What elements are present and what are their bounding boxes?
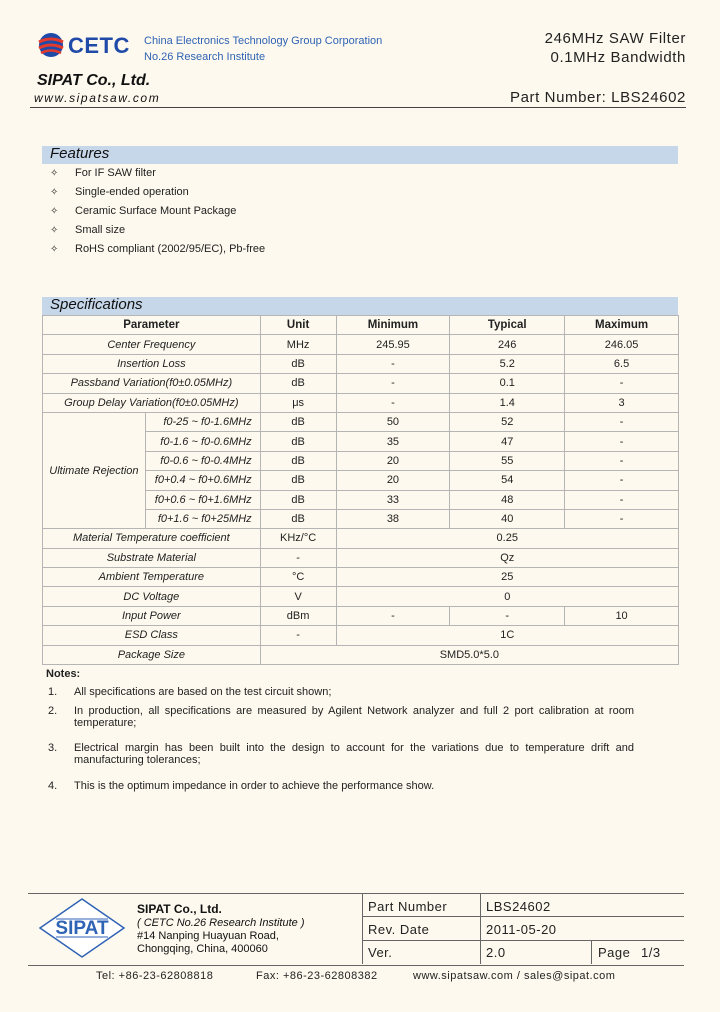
spec-table bbox=[42, 315, 679, 665]
footer-divider bbox=[591, 940, 592, 964]
table-row: f0+0.6 ~ f0+1.6MHz dB 33 48 - bbox=[43, 490, 679, 509]
footer-rev-label: Rev. Date bbox=[368, 922, 430, 937]
table-row: Ambient Temperature °C 25 bbox=[43, 568, 679, 587]
footer-divider bbox=[362, 916, 684, 917]
footer-ver-value: 2.0 bbox=[486, 945, 506, 960]
cetc-globe-logo bbox=[36, 30, 66, 60]
table-row: Passband Variation(f0±0.05MHz) dB - 0.1 - bbox=[43, 374, 679, 393]
feature-item: ✧ Single-ended operation bbox=[50, 186, 189, 198]
rejection-label: Ultimate Rejection bbox=[43, 412, 146, 528]
table-row: Group Delay Variation(f0±0.05MHz) μs - 1.4 3 bbox=[43, 393, 679, 412]
institute-name: No.26 Research Institute bbox=[144, 51, 266, 63]
table-row: Center Frequency MHz 245.95 246 246.05 bbox=[43, 335, 679, 354]
table-row: Insertion Loss dB - 5.2 6.5 bbox=[43, 354, 679, 373]
features-title: Features bbox=[50, 145, 110, 162]
sipat-diamond-logo bbox=[36, 897, 128, 959]
bullet-icon: ✧ bbox=[50, 225, 59, 236]
company-name: SIPAT Co., Ltd. bbox=[37, 72, 151, 89]
notes-title: Notes: bbox=[46, 668, 81, 680]
footer-part-label: Part Number bbox=[368, 899, 448, 914]
bullet-icon: ✧ bbox=[50, 244, 59, 255]
table-row: Substrate Material - Qz bbox=[43, 548, 679, 567]
header-part-number: Part Number: LBS24602 bbox=[509, 89, 686, 106]
corporation-name: China Electronics Technology Group Corporation bbox=[144, 35, 383, 47]
feature-item: ✧ Ceramic Surface Mount Package bbox=[50, 205, 237, 217]
specs-title: Specifications bbox=[50, 296, 143, 313]
feature-item: ✧ RoHS compliant (2002/95/EC), Pb-free bbox=[50, 243, 266, 255]
table-header-row: Parameter Unit Minimum Typical Maximum bbox=[43, 316, 679, 335]
footer-page-label: Page bbox=[598, 945, 631, 960]
footer-address-line2: Chongqing, China, 400060 bbox=[137, 943, 268, 955]
table-row: f0+1.6 ~ f0+25MHz dB 38 40 - bbox=[43, 509, 679, 528]
bullet-icon: ✧ bbox=[50, 187, 59, 198]
footer-tel: Tel: +86-23-62808818 bbox=[96, 970, 214, 982]
cetc-logo-text: CETC bbox=[68, 33, 130, 58]
table-row: Package Size SMD5.0*5.0 bbox=[43, 645, 679, 664]
product-bandwidth: 0.1MHz Bandwidth bbox=[550, 49, 686, 66]
note-item: 1. All specifications are based on the test circuit shown; bbox=[48, 686, 332, 698]
bullet-icon: ✧ bbox=[50, 206, 59, 217]
table-row: ESD Class - 1C bbox=[43, 626, 679, 645]
footer-web-email[interactable]: www.sipatsaw.com / sales@sipat.com bbox=[413, 970, 616, 982]
table-row: DC Voltage V 0 bbox=[43, 587, 679, 606]
feature-item: ✧ Small size bbox=[50, 224, 126, 236]
note-item: 4. This is the optimum impedance in order to achieve the performance show. bbox=[48, 780, 435, 792]
table-row: f0+0.4 ~ f0+0.6MHz dB 20 54 - bbox=[43, 471, 679, 490]
svg-text:SIPAT: SIPAT bbox=[55, 918, 109, 939]
footer-divider bbox=[362, 940, 684, 941]
footer-part-value: LBS24602 bbox=[486, 899, 551, 914]
table-row: Input Power dBm - - 10 bbox=[43, 606, 679, 625]
table-row: Ultimate Rejection f0-25 ~ f0-1.6MHz dB 50 52 - bbox=[43, 412, 679, 431]
footer-institute: ( CETC No.26 Research Institute ) bbox=[137, 917, 305, 929]
features-heading-bar bbox=[42, 146, 678, 164]
footer-divider bbox=[362, 893, 363, 964]
table-row: Material Temperature coefficient KHz/°C 0.25 bbox=[43, 529, 679, 548]
table-row: f0-0.6 ~ f0-0.4MHz dB 20 55 - bbox=[43, 451, 679, 470]
feature-item: ✧ For IF SAW filter bbox=[50, 167, 156, 179]
footer-fax: Fax: +86-23-62808382 bbox=[256, 970, 378, 982]
footer-company: SIPAT Co., Ltd. bbox=[137, 902, 222, 916]
header-divider bbox=[30, 107, 686, 108]
footer-divider bbox=[480, 893, 481, 964]
note-item: 3. Electrical margin has been built into the design to account for the variations due to temperature drift and manufacturing tolerances; bbox=[48, 742, 634, 766]
footer-page-value: 1/3 bbox=[641, 945, 661, 960]
footer-address-line1: #14 Nanping Huayuan Road, bbox=[137, 930, 279, 942]
footer-ver-label: Ver. bbox=[368, 945, 393, 960]
note-item: 2. In production, all specifications are measured by Agilent Network analyzer and full 2 port calibration at room temperature; bbox=[48, 705, 634, 729]
table-row: f0-1.6 ~ f0-0.6MHz dB 35 47 - bbox=[43, 432, 679, 451]
footer-rev-value: 2011-05-20 bbox=[486, 922, 557, 937]
product-title: 246MHz SAW Filter bbox=[544, 30, 686, 47]
specs-heading-bar bbox=[42, 297, 678, 315]
website-link[interactable]: www.sipatsaw.com bbox=[34, 91, 161, 105]
bullet-icon: ✧ bbox=[50, 168, 59, 179]
